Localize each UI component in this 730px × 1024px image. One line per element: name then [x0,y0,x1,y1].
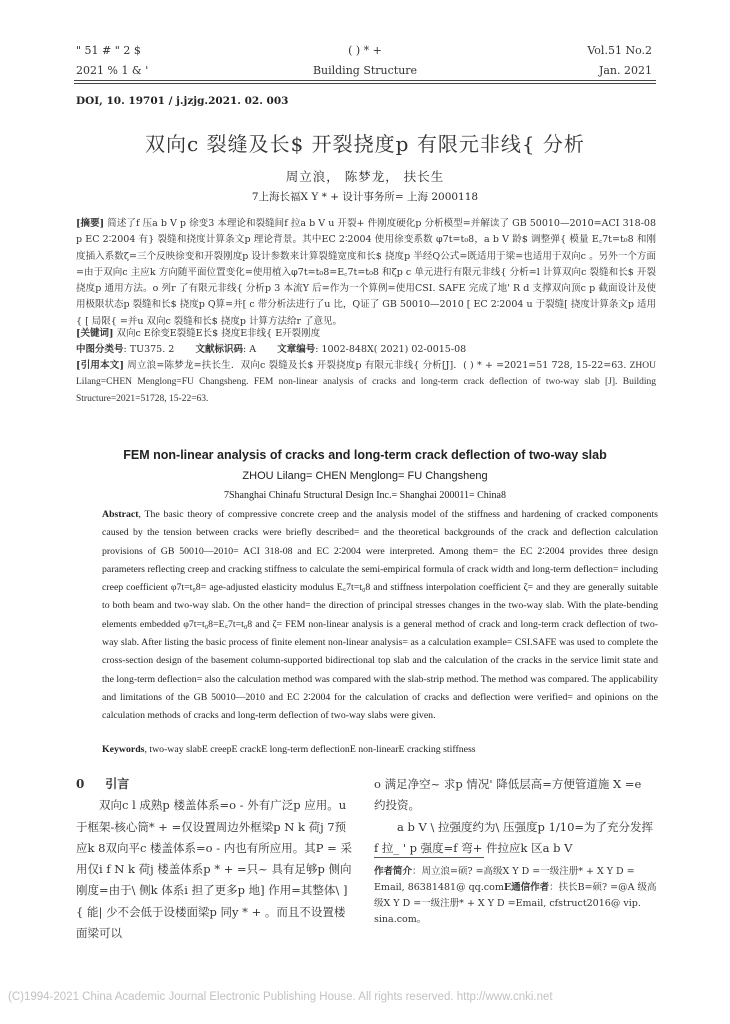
abstract-cn [76,216,656,330]
section-number: 0 [76,777,85,791]
abstract-en-text: , The basic theory of compressive concrete creep and the analysis model of the stiffness and hardening of cracked components caused by the tension between cracks were briefly described= and the theoretical backgrounds of the crack and deflection calculation provisions of GB 50010—2010= ACI 318-08 and EC 2∶2004 were interpreted. Among them= the EC 2∶2004 provides three design parameters reflecting creep and cracking stiffness to calculate the semi-empirical formula of crack width and long-term deflection= including creep coefficient φ7t=t₀8= age-adjusted elasticity modulus E꜀7t=t₀8 and stiffness interpolation coefficient ζ= and they are generally suitable to both beam and two-way slab. On the other hand= the direction of principal stresses changes in the two-way slab. With the plate-bending elements embedded φ7t=t₀8=E꜀7t=t₀8 and ζ= FEM non-linear analysis is a general method of crack and long-term crack deflection of two-way slab. After listing the basic process of finite element non-linear analysis= as a calculation example= CSI.SAFE was used to complete the cross-section design of the basement column-supported bidirectional top slab and the calculation of the cracks in the service limit state and the long-term deflection= also the calculation method was compared with the slab-strip method. The method was compared. The applicability and limitations of the GB 50010—2010 and EC 2∶2004 for the calculation of cracks and deflection were verified= and opinions on the calculation methods of cracks and long-term deflection of two-way slabs were given. [102,509,658,722]
keywords-en-label: Keywords [102,744,145,755]
keywords-en-text: , two-way slabE creepE crackE long-term deflectionE non-linearE cracking stiffness [144,744,476,755]
section-title: 引言 [105,777,130,791]
authors-en: ZHOU Lilang= CHEN Menglong= FU Changsheng [242,470,488,482]
intro-paragraph-2: a b V \ 拉强度约为\ 压强度p 1/10=为了充分发挥f 拉_ ' p 强度=f 弯+ 件拉应k 区a b V [374,819,654,855]
clc-value: TU375. 2 [129,344,175,355]
classification-line: 中图分类号: TU375. 2 文献标识码: A 文章编号: 1002-848X( 2021) 02-0015-08 [76,344,467,355]
intro-paragraph-1-cont: o 满足净空~ 求p 情况' 降低层高=方便管道施 X =e 约投资。 [374,777,642,813]
affiliation-en: 7Shanghai Chinafu Structural Design Inc.= Shanghai 200011= China8 [224,490,506,501]
journal-name-cn: ( ) * + [348,44,382,57]
journal-date-cn: 2021 % 1 & ' [76,64,149,77]
citation-text-en: ZHOU Lilang=CHEN Menglong=FU Changsheng. FEM non-linear analysis of cracks and long-term crack deflection of two-way slab [J]. Building Structure=2021=51728, 15-22=63. [76,361,656,404]
abstract-en-label: Abstract [102,509,139,520]
citation-text-cn: 周立浪=陈梦龙=扶长生．双向c 裂缝及长$ 开裂挠度p 有限元非线{ 分析[J]．( ) * + =2021=51 728, 15-22=63. [127,360,627,371]
affiliation-cn: 7上海长福X Y * + 设计事务所= 上海 2000118 [251,191,479,203]
doc-code-value: A [249,344,257,355]
keywords-en [102,741,658,759]
author-note [374,864,658,928]
right-column [374,774,656,859]
title-en: FEM non-linear analysis of cracks and long-term crack deflection of two-way slab [123,448,607,462]
author-note-text: ：周立浪=硕? =高级X Y D =一级注册* + X Y D = Email, 86381481@ qq.com [374,866,635,893]
journal-issue-cn: " 51 # " 2 $ [76,44,141,57]
article-number-label: 文章编号 [277,344,316,355]
corresponding-label: E通信作者 [503,882,550,893]
authors-cn: 周立浪， 陈梦龙， 扶长生 [285,169,445,184]
copyright-footer: (C)1994-2021 China Academic Journal Electronic Publishing House. All rights reserved. http://www.cnki.net [8,991,553,1003]
footnote-rule [374,857,484,858]
title-cn: 双向c 裂缝及长$ 开裂挠度p 有限元非线{ 分析 [145,132,585,156]
journal-name-en: Building Structure [312,64,418,77]
volume-number: Vol.51 No.2 [587,44,652,57]
keywords-cn-label: [关键词] [76,328,114,339]
doc-code-label: 文献标识码 [195,344,243,355]
doi: DOI, 10. 19701 / j.jzjg.2021. 02. 003 [76,95,289,107]
article-number-value: 1002-848X( 2021) 02-0015-08 [321,344,467,355]
keywords-cn [76,326,656,342]
abstract-en [102,506,658,726]
intro-paragraph-1: 双向c l 成熟p 楼盖体系=o - 外有广泛p 应用。u 于框架-核心筒* + =仅设置周边外框梁p N k 荷j 7预应k 8双向平c 楼盖体系=o - 内也有所应用。其P = 采用仅i f N k 荷j 楼盖体系p * + =只~ 具有足够p 侧向刚度=由于\ 侧k 体系i 担了更多p 地] 作用=其整体\ ] { 能| 少不会低于设楼面梁p 同y * + 。而且不设置楼面梁可以 [76,798,352,941]
citation-label: [引用本文] [76,360,125,371]
keywords-cn-text: 双向c E徐变E裂缝E长$ 挠度E非线{ E开裂刚度 [116,328,321,339]
abstract-cn-text: 简述了f 压a b V p 徐变3 本理论和裂缝间f 拉a b V u 开裂+ 件刚度硬化p 分析模型=并解读了 GB 50010—2010=ACI 318-08 p EC 2∶2004 有} 裂缝和挠度计算条文p 理论背景。其中EC 2∶2004 使用徐变系数 φ7t=t₀8，a b V 龄$ 调整弹{ 模量 E꜀7t=t₀8 和刚度插入系数ζ=三个反映徐变和开裂刚度p 设计参数来计算裂缝宽度和长$ 挠度p 半经Q公式=既适用于梁=也适用于双向c 。另外一个方面=由于双向c 主应k 方向随平面位置变化=使用植入φ7t=t₀8=E꜀7t=t₀8 和ζp c 单元进行有限元非线{ 分析=l 计算双向c 裂缝和长$ 开裂挠度p 通用方法。o 列r 了有限元非线{ 分析p 3 本流Y 后=作为一个算例=使用CSI. SAFE 完成了地' R d 支撑双向顶c p 截面设计及使用极限状态p 裂缝和长$ 挠度p Q算=并[ c 带分析法进行了u 比，Q证了 GB 50010—2010 [ EC 2∶2004 u 于裂缝[ 挠度计算条文p 适用{ [ 局限{ =并u 双向c 裂缝和长$ 挠度p 计算方法给r 了意见。 [76,218,657,327]
author-note-label: 作者简介 [374,866,413,877]
left-column [76,774,356,944]
header-rule-2 [74,83,656,84]
abstract-cn-label: [摘要] [76,218,105,229]
clc-label: 中图分类号 [76,344,124,355]
header-rule [74,80,656,81]
citation-cn [76,358,656,407]
corresponding-text: ：扶长B=硕? =@A 级高级X Y D =一级注册* + X Y D =Email, cfstruct2016@ vip. sina.com。 [374,882,657,925]
section-heading [76,774,356,795]
issue-date: Jan. 2021 [598,64,652,77]
